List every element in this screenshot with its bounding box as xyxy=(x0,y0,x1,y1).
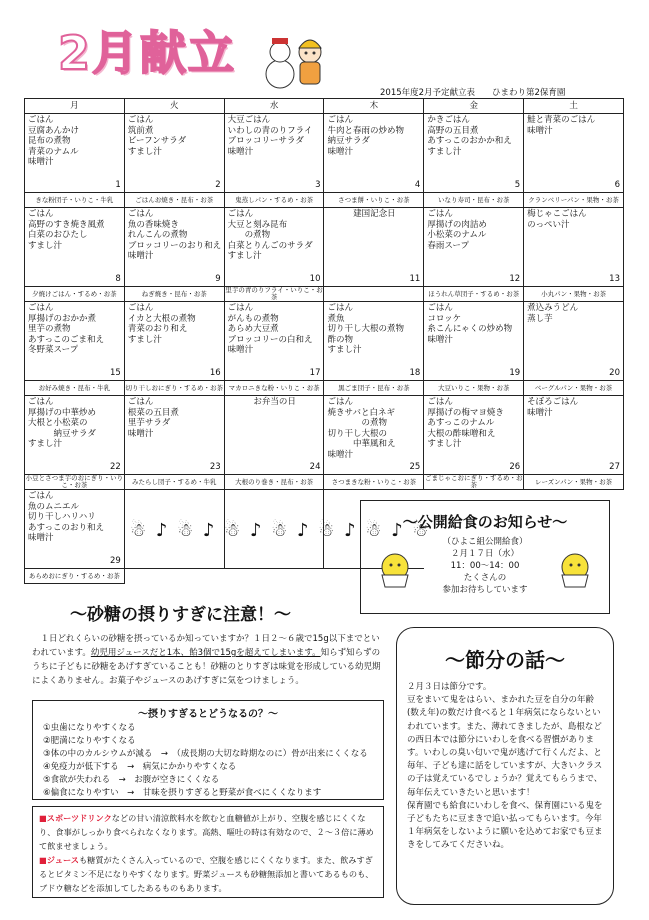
setsubun-title: ～節分の話～ xyxy=(445,648,565,672)
snack-cell xyxy=(124,287,224,302)
day-cell xyxy=(25,302,125,381)
menu-line: 昆布の煮物 xyxy=(28,136,71,147)
day-number: 1 xyxy=(115,180,121,191)
menu-line: 冬野菜スープ xyxy=(28,345,79,356)
weekday-wed: 水 xyxy=(224,99,324,114)
list-item: ④免疫力が低下する → 病気にかかりやすくなる xyxy=(43,762,237,772)
list-item: ②肥満になりやすくなる xyxy=(43,736,136,746)
day-cell xyxy=(25,114,125,193)
sports-drink-note: ■スポーツドリンクなどの甘い清涼飲料水を飲むと血糖値が上がり、空腹を感じにくくなり、食事がしっかり食べられなくなります。高熱、嘔吐の時は有効なので、２～３倍に薄めて飲ませましょう。 xyxy=(39,813,374,851)
menu-line: 青菜のナムル xyxy=(28,146,79,157)
week-4-snacks xyxy=(25,475,624,490)
week-1-snacks xyxy=(25,193,624,208)
snack-cell xyxy=(424,475,524,490)
menu-line: 味噌汁 xyxy=(227,146,254,157)
weekday-header-row xyxy=(25,99,624,114)
week-3-meals xyxy=(25,302,624,381)
menu-line: 魚の香味焼き xyxy=(127,219,179,230)
notice-line: 参加お待ちしています xyxy=(442,585,528,595)
menu-line: 厚揚げの肉詰め xyxy=(427,219,487,230)
day-number: 12 xyxy=(509,274,521,285)
day-cell xyxy=(424,208,524,287)
snack-text: さつまきな粉・いりこ・お茶 xyxy=(331,478,417,486)
menu-line: 蒸し芋 xyxy=(527,313,553,324)
week-2-meals xyxy=(25,208,624,287)
list-item: ⑤食欲が失われる → お腹が空きにくくなる xyxy=(43,775,220,785)
week-3-snacks xyxy=(25,381,624,396)
day-number: 24 xyxy=(309,462,321,473)
menu-line: のっぺい汁 xyxy=(527,219,570,230)
juice-head: ジュース xyxy=(46,855,79,865)
menu-line: ごはん xyxy=(227,303,254,313)
setsubun-box xyxy=(396,627,614,905)
menu-line: 納豆サラダ xyxy=(28,428,96,439)
day-number: 9 xyxy=(215,274,221,285)
weekday-sat: 土 xyxy=(524,99,624,114)
menu-line: 味噌汁 xyxy=(327,449,353,460)
snack-cell xyxy=(324,193,424,208)
menu-line: ごはん xyxy=(427,303,453,313)
menu-line: 白菜のおひたし xyxy=(28,230,88,241)
nursery-name: ひまわり第2保育園 xyxy=(492,88,566,98)
menu-line: すまし汁 xyxy=(28,240,63,251)
day-cell xyxy=(524,396,624,475)
day-number: 18 xyxy=(409,368,421,379)
menu-line: コロッケ xyxy=(427,313,462,324)
day-number: 5 xyxy=(514,180,521,191)
menu-line: 煮込みうどん xyxy=(527,303,579,313)
day-number: 16 xyxy=(209,368,221,379)
menu-line: ごはん xyxy=(327,115,353,125)
snack-text: いなり寿司・昆布・お茶 xyxy=(437,196,510,204)
snack-cell xyxy=(424,193,524,208)
snack-cell xyxy=(124,475,224,490)
day-number: 15 xyxy=(110,368,121,379)
menu-line: 中華風和え xyxy=(327,439,396,450)
day-number: 25 xyxy=(409,462,421,473)
snack-text: みたらし団子・するめ・牛乳 xyxy=(131,478,217,486)
juice-body: も糖質がたくさん入っているので、空腹を感じにくくなります。また、飲みすぎるとビタミン不足になりやすくなります。野菜ジュースも砂糖無添加と書いてあるものも、ブドウ糖などを添加してしたあるものもあります。 xyxy=(39,855,374,893)
menu-line: お弁当の日 xyxy=(253,397,296,407)
menu-subtitle: 2015年度2月予定献立表 xyxy=(380,88,476,98)
snack-cell xyxy=(324,381,424,396)
snack-text: あらめおにぎり・するめ・お茶 xyxy=(28,572,120,580)
day-number: 2 xyxy=(215,180,221,191)
setsubun-body: ２月３日は節分です。 豆をまいて鬼をはらい、まかれた豆を自分の年齢(数え年)の数だけ食べると１年病気にならないといわれています。また、薄れてきましたが、島根などの西日本では節分にいわしを食べる習慣があります。いわしの臭い匂いで鬼が逃げて行くんだよ、と毎年、子ども達に話をしていますが、大きいクラスの子は覚えているでしょうか？覚えてもらうまで、毎年伝えていきたいと思います！ 保育園でも給食にいわしを食べ、保育園にいる鬼を子どもたちに豆まきで追い払ってもらいます。今年１年病気をしないように願いを込めてお家でも豆まきをしてみてくださいね。 xyxy=(407,682,603,851)
menu-line: ごはん xyxy=(28,303,54,313)
list-item: ①虫歯になりやすくなる xyxy=(43,723,136,733)
day-cell xyxy=(324,302,424,381)
day-number: 4 xyxy=(414,180,421,191)
day-number: 20 xyxy=(609,368,620,379)
snack-cell xyxy=(224,475,324,490)
menu-line: ごはん xyxy=(427,397,453,407)
week-1-meals xyxy=(25,114,624,193)
day-cell xyxy=(224,114,324,193)
menu-line: 味噌汁 xyxy=(527,407,553,418)
menu-line: 里芋の煮物 xyxy=(28,324,71,335)
week-2-snacks xyxy=(25,287,624,302)
menu-line: 建国記念日 xyxy=(353,209,396,219)
snack-cell xyxy=(524,287,624,302)
sugar-intro xyxy=(32,632,384,688)
snack-cell xyxy=(524,193,624,208)
snack-text: ねぎ焼き・昆布・お茶 xyxy=(141,290,207,298)
menu-line: 厚揚げの梅マヨ焼き xyxy=(427,407,504,418)
snack-text: ごまじゃこおにぎり・するめ・お茶 xyxy=(424,475,523,489)
notice-title: ～公開給食のお知らせ～ xyxy=(402,513,568,531)
snack-cell xyxy=(324,287,424,302)
snack-text: さつま餅・いりこ・お茶 xyxy=(338,196,410,204)
day-cell xyxy=(25,208,125,287)
menu-line: ごはん xyxy=(127,115,154,125)
notice-line: 11：00～14：00 xyxy=(450,561,520,571)
snack-text: ベーグルパン・果物・お茶 xyxy=(534,384,613,392)
day-number: 8 xyxy=(115,274,121,285)
menu-line: 高野のすき焼き風煮 xyxy=(28,219,105,230)
menu-line: 里芋サラダ xyxy=(127,418,171,429)
weekday-mon: 月 xyxy=(25,99,125,114)
snack-cell xyxy=(25,287,125,302)
day-cell xyxy=(124,114,224,193)
menu-line: すまし汁 xyxy=(28,439,63,450)
day-cell xyxy=(424,114,524,193)
menu-line: いわしの青のりフライ xyxy=(227,125,313,136)
menu-line: 青菜のおり和え xyxy=(127,324,188,335)
snack-text: ほうれん草団子・するめ・お茶 xyxy=(428,290,520,298)
day-cell xyxy=(224,396,324,475)
snack-cell xyxy=(424,287,524,302)
menu-line: あすっこのおかか和え xyxy=(427,136,512,147)
menu-line: の煮物 xyxy=(227,230,271,241)
sugar-text: １日どれくらいの砂糖を摂っているか知っていますか？１日２～６歳で15g以下までといわれています。 xyxy=(32,634,380,658)
menu-line: 糸こんにゃくの炒め物 xyxy=(427,324,513,335)
snack-cell xyxy=(25,381,125,396)
menu-line: 厚揚げのおかか煮 xyxy=(28,313,97,324)
menu-line: 豆腐あんかけ xyxy=(28,125,80,136)
menu-line: 鮭と青菜のごはん xyxy=(527,115,596,125)
snack-text: 小丸パン・果物・お茶 xyxy=(541,290,607,298)
menu-line: 小松菜のナムル xyxy=(427,230,487,241)
chick-icon xyxy=(555,549,595,589)
day-cell xyxy=(124,396,224,475)
effects-box xyxy=(32,700,384,800)
menu-line: ビーフンサラダ xyxy=(127,136,187,147)
snack-cell xyxy=(524,475,624,490)
chick-icon xyxy=(375,549,415,589)
menu-line: の煮物 xyxy=(327,418,387,429)
menu-line: すまし汁 xyxy=(227,251,262,262)
menu-line: ブロッコリーの白和え xyxy=(227,334,313,345)
menu-line: 厚揚げの中華炒め xyxy=(28,407,97,418)
snack-text: マカロニきな粉・いりこ・お茶 xyxy=(228,384,320,392)
day-cell xyxy=(524,114,624,193)
day-number: 22 xyxy=(110,462,121,473)
notice-line: ２月１７日（水） xyxy=(450,549,519,559)
menu-line: あらめ大豆煮 xyxy=(227,324,279,335)
menu-line: ごはん xyxy=(327,303,353,313)
menu-line: 味噌汁 xyxy=(427,334,453,345)
day-cell xyxy=(224,208,324,287)
menu-line: 切り干しハリハリ xyxy=(28,512,96,523)
snack-text: レーズンパン・果物・お茶 xyxy=(534,478,613,486)
sports-drink-head: スポーツドリンク xyxy=(46,813,112,823)
sugar-section-title: ～砂糖の摂りすぎに注意！～ xyxy=(70,605,291,625)
snack-text: 夕焼けごはん・するめ・お茶 xyxy=(32,290,117,298)
menu-line: あすっこのごま和え xyxy=(28,334,104,345)
day-number: 27 xyxy=(609,462,620,473)
menu-line: 味噌汁 xyxy=(127,428,154,439)
menu-line: 味噌汁 xyxy=(28,157,54,168)
page-title: 2月献立 xyxy=(58,26,237,80)
day-cell xyxy=(324,208,424,287)
day-number: 10 xyxy=(309,274,321,285)
day-cell xyxy=(324,396,424,475)
menu-line: あすっこのおり和え xyxy=(28,522,104,533)
empty-cell xyxy=(224,569,324,584)
weekday-tue: 火 xyxy=(124,99,224,114)
menu-line: 春雨スープ xyxy=(427,240,469,251)
list-item: ⑥偏食になりやすい → 甘味を摂りすぎると野菜が食べにくくなります xyxy=(43,788,322,798)
effects-title: ～摂りすぎるとどうなるの？～ xyxy=(138,709,278,720)
menu-line: ごはん xyxy=(28,209,54,219)
day-cell xyxy=(524,302,624,381)
menu-line: 大根の酢味噌和え xyxy=(427,428,496,439)
day-number: 6 xyxy=(614,180,620,191)
notice-line: たくさんの xyxy=(463,573,507,583)
menu-line: 味噌汁 xyxy=(527,125,553,136)
juice-note: ■ジュースも糖質がたくさん入っているので、空腹を感じにくくなります。また、飲みすぎるとビタミン不足になりやすくなります。野菜ジュースも砂糖無添加と書いてあるものも、ブドウ糖などを添加してしたあるものもあります。 xyxy=(39,855,374,893)
day-cell xyxy=(524,208,624,287)
snack-text: きな粉団子・いりこ・牛乳 xyxy=(35,196,114,204)
effects-list xyxy=(43,722,383,800)
day-cell xyxy=(25,490,125,569)
day-cell xyxy=(25,396,125,475)
snack-cell xyxy=(124,193,224,208)
weekday-thu: 木 xyxy=(324,99,424,114)
drinks-warning-box xyxy=(32,806,384,898)
menu-line: 納豆サラダ xyxy=(327,136,370,147)
menu-line: 煮魚 xyxy=(327,313,345,324)
list-item: ③体の中のカルシウムが減る → （成長期の大切な時期なのに）骨が出来にくくなる xyxy=(43,749,368,759)
menu-line: がんもの煮物 xyxy=(227,313,279,324)
menu-line: 筑前煮 xyxy=(127,125,154,136)
sports-drink-body: などの甘い清涼飲料水を飲むと血糖値が上がり、空腹を感じにくくなり、食事がしっかり食べられなくなります。高熱、嘔吐の時は有効なので、２～３倍に薄めて飲ませましょう。 xyxy=(39,813,374,851)
snack-text: 切り干しおにぎり・するめ・お茶 xyxy=(125,384,223,392)
menu-line: 酢の物 xyxy=(327,334,353,345)
snack-cell xyxy=(124,381,224,396)
day-number: 11 xyxy=(409,274,421,285)
notice-line: （ひよこ組公開給食） xyxy=(442,537,528,547)
snack-text xyxy=(324,287,423,301)
menu-line: すまし汁 xyxy=(427,146,462,157)
menu-line: 大根と小松菜の xyxy=(28,418,88,429)
day-cell xyxy=(224,302,324,381)
menu-line: ごはん xyxy=(327,397,353,407)
snack-cell xyxy=(324,475,424,490)
day-cell xyxy=(124,302,224,381)
menu-line: 高野の五目煮 xyxy=(427,125,479,136)
menu-line: あすっこのナムル xyxy=(427,418,495,429)
day-cell xyxy=(424,396,524,475)
sugar-text: 知らず知らずのうちに子どもに砂糖をあげすぎていることも！砂糖のとりすぎは味覚を形成している幼児期によくありません。お菓子やジュースのあげすぎに気をつけましょう。 xyxy=(32,648,381,686)
day-number: 19 xyxy=(509,368,521,379)
day-number: 23 xyxy=(209,462,221,473)
menu-line: ごはん xyxy=(28,115,54,125)
snack-text: 小豆とさつま芋のおにぎり・いりこ・お茶 xyxy=(25,475,124,489)
menu-line: れんこんの煮物 xyxy=(127,230,188,241)
snack-text: ごはんお焼き・昆布・お茶 xyxy=(135,196,214,204)
snowman-kids-illustration xyxy=(262,26,330,92)
snack-text: 大豆いりこ・果物・お茶 xyxy=(437,384,510,392)
snack-cell xyxy=(224,287,324,302)
menu-line: 味噌汁 xyxy=(227,345,254,356)
snack-text: お好み焼き・昆布・牛乳 xyxy=(38,384,111,392)
menu-line: 梅じゃこごはん xyxy=(527,209,587,219)
snack-text: 鬼蒸しパン・するめ・お茶 xyxy=(235,196,314,204)
menu-line: 味噌汁 xyxy=(127,251,154,262)
snack-cell xyxy=(25,475,125,490)
snack-text: 黒ごま団子・昆布・お茶 xyxy=(338,384,410,392)
day-number: 17 xyxy=(309,368,321,379)
menu-line: 大豆ごはん xyxy=(227,115,271,125)
snack-text: 里芋の青のりフライ・いりこ・お茶 xyxy=(225,287,323,301)
menu-line: 牛肉と春雨の炒め物 xyxy=(327,125,404,136)
menu-line: ブロッコリーサラダ xyxy=(227,136,304,147)
day-number: 29 xyxy=(110,556,121,567)
snack-cell xyxy=(224,193,324,208)
menu-line: 白菜とりんごのサラダ xyxy=(227,240,313,251)
snack-text: クランベリーパン・果物・お茶 xyxy=(528,196,619,204)
week-4-meals xyxy=(25,396,624,475)
menu-line: 切り干し大根の煮物 xyxy=(327,324,404,335)
menu-line: 味噌汁 xyxy=(28,533,54,544)
day-number: 3 xyxy=(315,180,321,191)
menu-line: ごはん xyxy=(28,491,54,501)
snack-text: 大根のり巻き・昆布・お茶 xyxy=(235,478,314,486)
snack-cell xyxy=(524,381,624,396)
menu-line: 味噌汁 xyxy=(327,146,353,157)
sugar-underline-text: 幼児用ジュースだと1本、飴3個で15gを超えてしまいます。 xyxy=(90,648,321,658)
menu-line: 根菜の五目煮 xyxy=(127,407,179,418)
menu-line: すまし汁 xyxy=(127,334,162,345)
snow-children-decoration: ☃ ♪ ☃ ♪ ☃ ♪ ☃ ♪ ☃ ♪ ☃ ♪ ☃ xyxy=(130,520,431,541)
menu-line: ごはん xyxy=(127,397,154,407)
menu-line: すまし汁 xyxy=(327,345,362,356)
menu-line: ごはん xyxy=(28,397,54,407)
snack-cell xyxy=(25,569,125,584)
day-number: 26 xyxy=(509,462,521,473)
menu-line: 焼きサバと白ネギ xyxy=(327,407,395,418)
menu-line: 切り干し大根の xyxy=(327,428,387,439)
menu-line: すまし汁 xyxy=(427,439,462,450)
menu-line: ごはん xyxy=(127,209,154,219)
snack-cell xyxy=(424,381,524,396)
snack-cell xyxy=(224,381,324,396)
weekday-fri: 金 xyxy=(424,99,524,114)
snack-cell xyxy=(25,193,125,208)
day-cell xyxy=(124,208,224,287)
open-lunch-notice xyxy=(360,500,610,614)
day-cell xyxy=(424,302,524,381)
menu-line: ごはん xyxy=(127,303,154,313)
menu-line: ごはん xyxy=(427,209,453,219)
menu-line: ごはん xyxy=(227,209,254,219)
menu-line: かきごはん xyxy=(427,115,470,125)
menu-line: 大豆と刻み昆布 xyxy=(227,219,288,230)
empty-cell xyxy=(124,569,224,584)
menu-line: 魚のムニエル xyxy=(28,501,80,512)
menu-line: すまし汁 xyxy=(127,146,162,157)
menu-line: イカと大根の煮物 xyxy=(127,313,196,324)
day-cell xyxy=(324,114,424,193)
day-number: 13 xyxy=(609,274,620,285)
menu-line: そぼろごはん xyxy=(527,397,579,407)
menu-line: ブロッコリーのおり和え xyxy=(127,240,222,251)
